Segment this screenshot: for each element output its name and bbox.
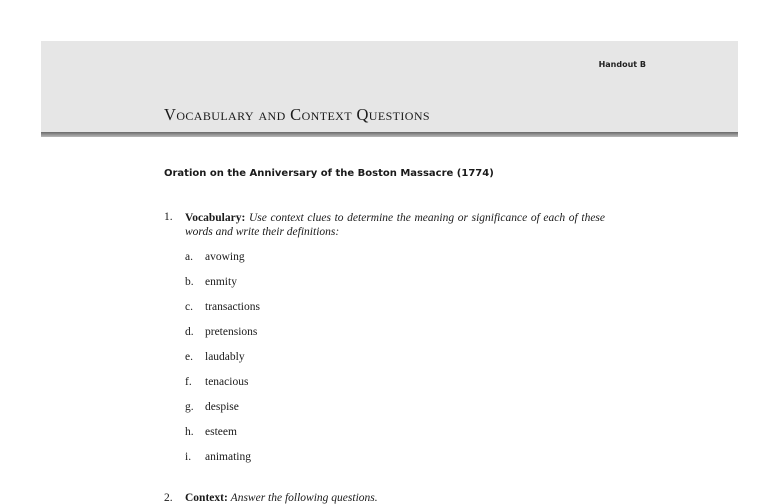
vocab-item-b: [185, 276, 237, 288]
vocab-item-word: tenacious: [205, 376, 249, 388]
vocab-item-c: [185, 301, 260, 313]
question-1-heading: Vocabulary:: [185, 212, 246, 224]
vocab-item-word: avowing: [205, 251, 245, 263]
vocab-item-f: [185, 376, 248, 388]
vocab-item-letter: d.: [185, 326, 194, 338]
question-1-text: Use context clues to determine the meaning or significance of each of these words and write their definitions:: [185, 212, 606, 238]
handout-label: Handout B: [598, 60, 646, 69]
vocab-item-a: [185, 251, 245, 263]
vocab-item-i: [185, 451, 251, 463]
vocab-item-letter: a.: [185, 251, 193, 263]
vocab-item-letter: c.: [185, 301, 193, 313]
vocab-item-word: esteem: [205, 426, 237, 438]
vocab-item-word: transactions: [205, 301, 260, 313]
question-1-number: 1.: [164, 211, 173, 223]
vocab-item-e: [185, 351, 245, 363]
question-2-prompt: [164, 492, 378, 504]
vocab-item-d: [185, 326, 257, 338]
vocab-item-letter: f.: [185, 376, 192, 388]
document-subtitle: Oration on the Anniversary of the Boston Massacre (1774): [164, 168, 494, 179]
vocab-item-word: despise: [205, 401, 239, 413]
question-2-text: Answer the following questions.: [230, 492, 378, 504]
vocab-item-letter: e.: [185, 351, 193, 363]
question-2-number: 2.: [164, 492, 173, 504]
vocab-item-letter: g.: [185, 401, 194, 413]
vocab-item-word: animating: [205, 451, 251, 463]
vocab-item-word: laudably: [205, 351, 245, 363]
vocab-item-letter: b.: [185, 276, 194, 288]
page-title: Vocabulary and Context Questions: [164, 105, 431, 124]
question-1-prompt: [185, 211, 605, 239]
vocab-item-letter: h.: [185, 426, 194, 438]
vocab-item-g: [185, 401, 239, 413]
header-rule: [41, 132, 738, 137]
question-2-heading: Context:: [185, 492, 228, 504]
vocab-item-letter: i.: [185, 451, 192, 463]
vocab-item-h: [185, 426, 237, 438]
vocab-item-word: enmity: [205, 276, 237, 288]
vocab-item-word: pretensions: [205, 326, 258, 338]
